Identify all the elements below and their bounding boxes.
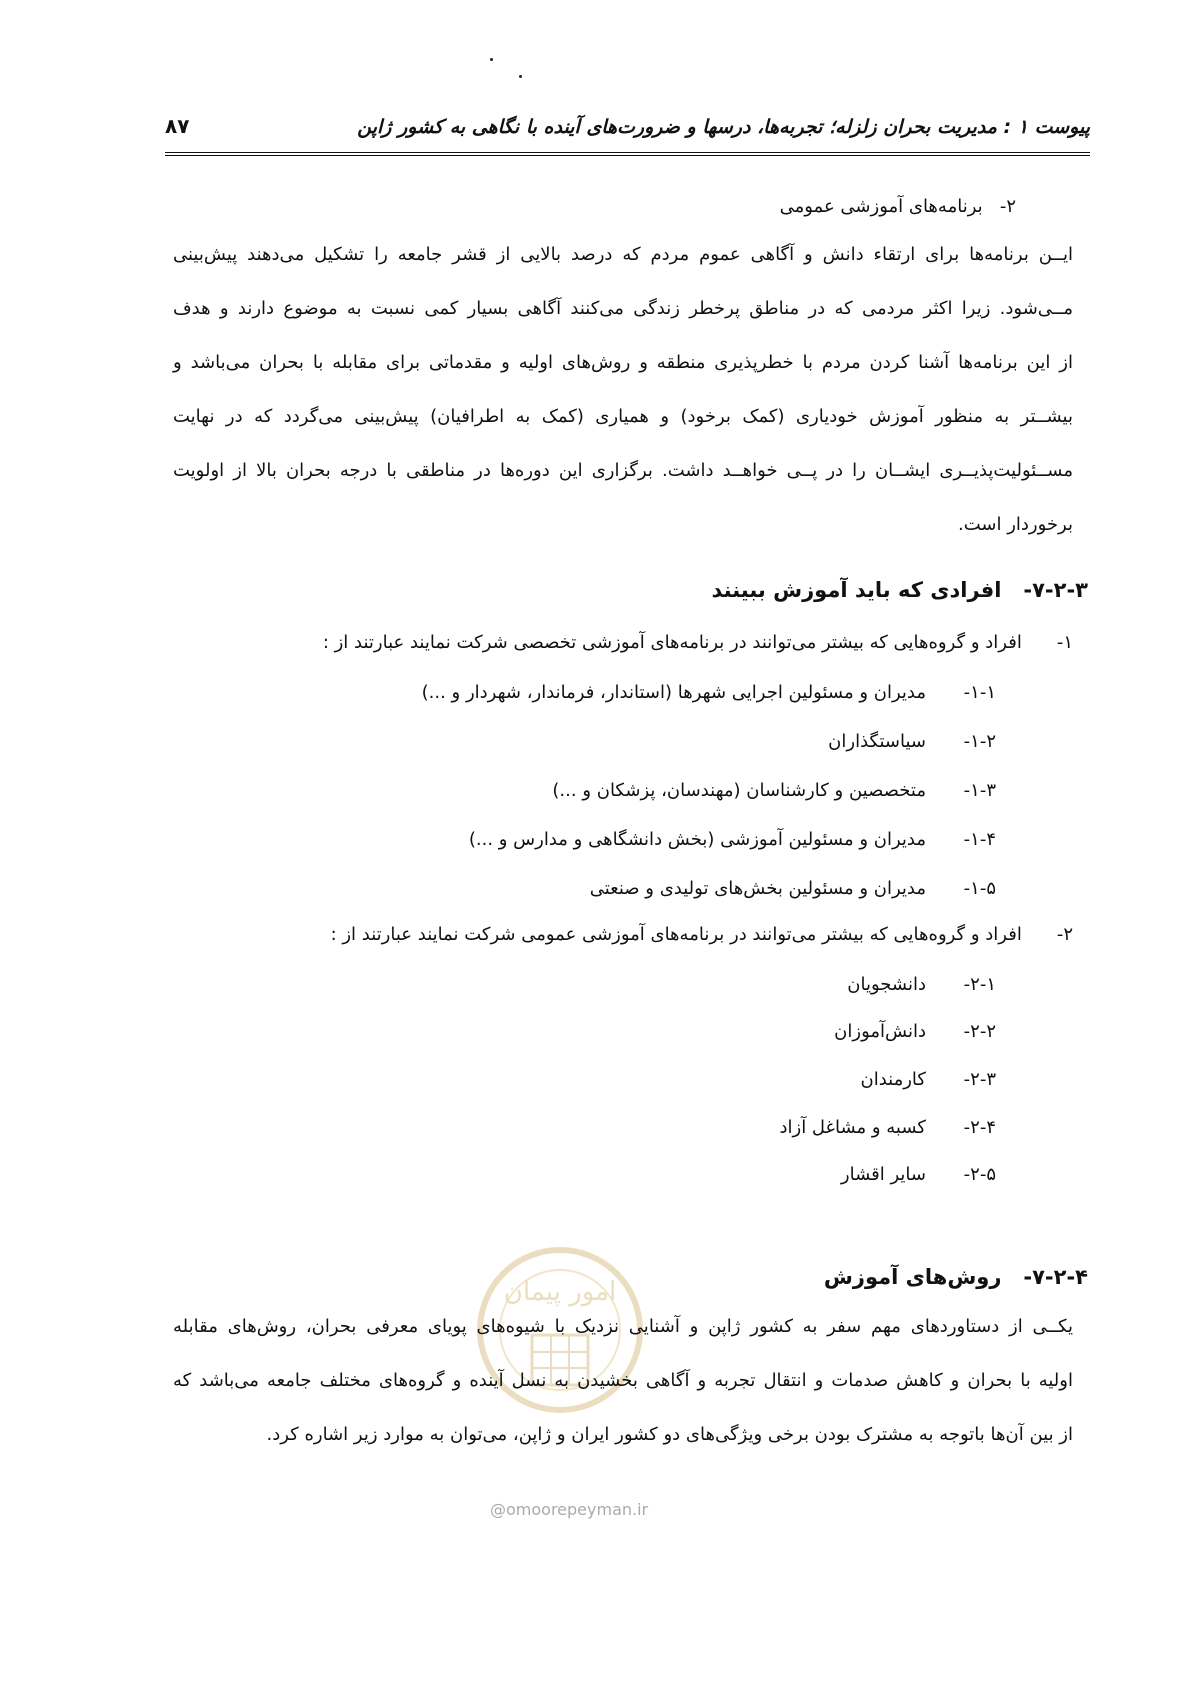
paragraph-line: ایــن برنامه‌ها برای ارتقاء دانش و آگاهی عموم مردم که درصد بالایی از قشر جامعه را تشکیل می‌دهند پیش‌بینی (173, 244, 1073, 265)
group-number: ۲- (1056, 924, 1073, 945)
section-number: ۷-۲-۴- (1023, 1265, 1088, 1289)
public-programs-paragraph (173, 228, 1073, 552)
public-programs-item (780, 196, 1016, 217)
list-item: ۲-۵-سایر اقشار (840, 1164, 996, 1185)
list-item: ۱-۵-مدیران و مسئولین بخش‌های تولیدی و صنعتی (589, 878, 996, 899)
methods-paragraph (173, 1300, 1073, 1462)
list-item: ۱-۲-سیاستگذاران (828, 731, 996, 752)
paragraph-line: مســئولیت‌پذیــری ایشــان را در پــی خواهــد داشت. برگزاری این دوره‌ها در مناطقی با درجه بحران بالا از اولویت (173, 460, 1073, 481)
section-number: ۷-۲-۳- (1023, 578, 1088, 602)
watermark-url: @omoorepeyman.ir (490, 1500, 649, 1519)
group-item (331, 924, 1073, 945)
logo-text: امور پیمان (503, 1277, 617, 1307)
list-item: ۲-۱-دانشجویان (847, 974, 996, 995)
item-title: برنامه‌های آموزشی عمومی (779, 196, 983, 217)
list-item: ۱-۱-مدیران و مسئولین اجرایی شهرها (استاندار، فرماندار، شهردار و ...) (421, 682, 996, 703)
section-heading (824, 1265, 1088, 1289)
section-title: روش‌های آموزش (823, 1265, 1002, 1289)
scan-speck (519, 75, 522, 78)
section-heading (712, 578, 1089, 602)
list-item: ۲-۲-دانش‌آموزان (834, 1021, 996, 1042)
paragraph-line: مــی‌شود. زیرا اکثر مردمی که در مناطق پرخطر زندگی می‌کنند آگاهی بسیار کمی نسبت به موضوع دارند و هدف (173, 298, 1073, 319)
running-header (165, 112, 1090, 156)
paragraph-line: از این برنامه‌ها آشنا کردن مردم با خطرپذیری منطقه و روش‌های اولیه و مقدماتی برای مقابله با بحران می‌باشد و (173, 352, 1073, 373)
group-text: افراد و گروه‌هایی که بیشتر می‌توانند در برنامه‌های آموزشی تخصصی شرکت نمایند عبارتند از : (322, 632, 1022, 653)
section-title: افرادی که باید آموزش ببینند (711, 578, 1002, 602)
header-title: پیوست ۱ : مدیریت بحران زلزله؛ تجربه‌ها، درسها و ضرورت‌های آینده با نگاهی به کشور ژاپن (357, 116, 1090, 138)
list-item: ۱-۳-متخصصین و کارشناسان (مهندسان، پزشکان و ...) (552, 780, 996, 801)
page-number: ۸۷ (165, 114, 190, 138)
item-number: ۲- (999, 196, 1016, 217)
list-item: ۲-۴-کسبه و مشاغل آزاد (779, 1117, 996, 1138)
paragraph-line: بیشــتر به منظور آموزش خودیاری (کمک برخود) و همیاری (کمک به اطرافیان) پیش‌بینی می‌گردد که در نهایت (173, 406, 1073, 427)
group-text: افراد و گروه‌هایی که بیشتر می‌توانند در برنامه‌های آموزشی عمومی شرکت نمایند عبارتند از : (330, 924, 1022, 945)
list-item: ۱-۴-مدیران و مسئولین آموزشی (بخش دانشگاهی و مدارس و ...) (468, 829, 996, 850)
paragraph-line: از بین آن‌ها باتوجه به مشترک بودن برخی ویژگی‌های دو کشور ایران و ژاپن، می‌توان به موارد زیر اشاره کرد. (266, 1424, 1073, 1445)
group-number: ۱- (1056, 632, 1073, 653)
paragraph-line: یکــی از دستاوردهای مهم سفر به کشور ژاپن و آشنایی نزدیک با شیوه‌های پویای معرفی بحران، روش‌های مقابله (173, 1316, 1073, 1337)
group-item (323, 632, 1073, 653)
list-item: ۲-۳-کارمندان (860, 1069, 996, 1090)
paragraph-line: برخوردار است. (958, 514, 1073, 535)
paragraph-line: اولیه با بحران و کاهش صدمات و انتقال تجربه و آگاهی بخشیدن به نسل آینده و گروه‌های مختلف جامعه می‌باشد که (173, 1370, 1073, 1391)
scan-speck (490, 58, 493, 61)
